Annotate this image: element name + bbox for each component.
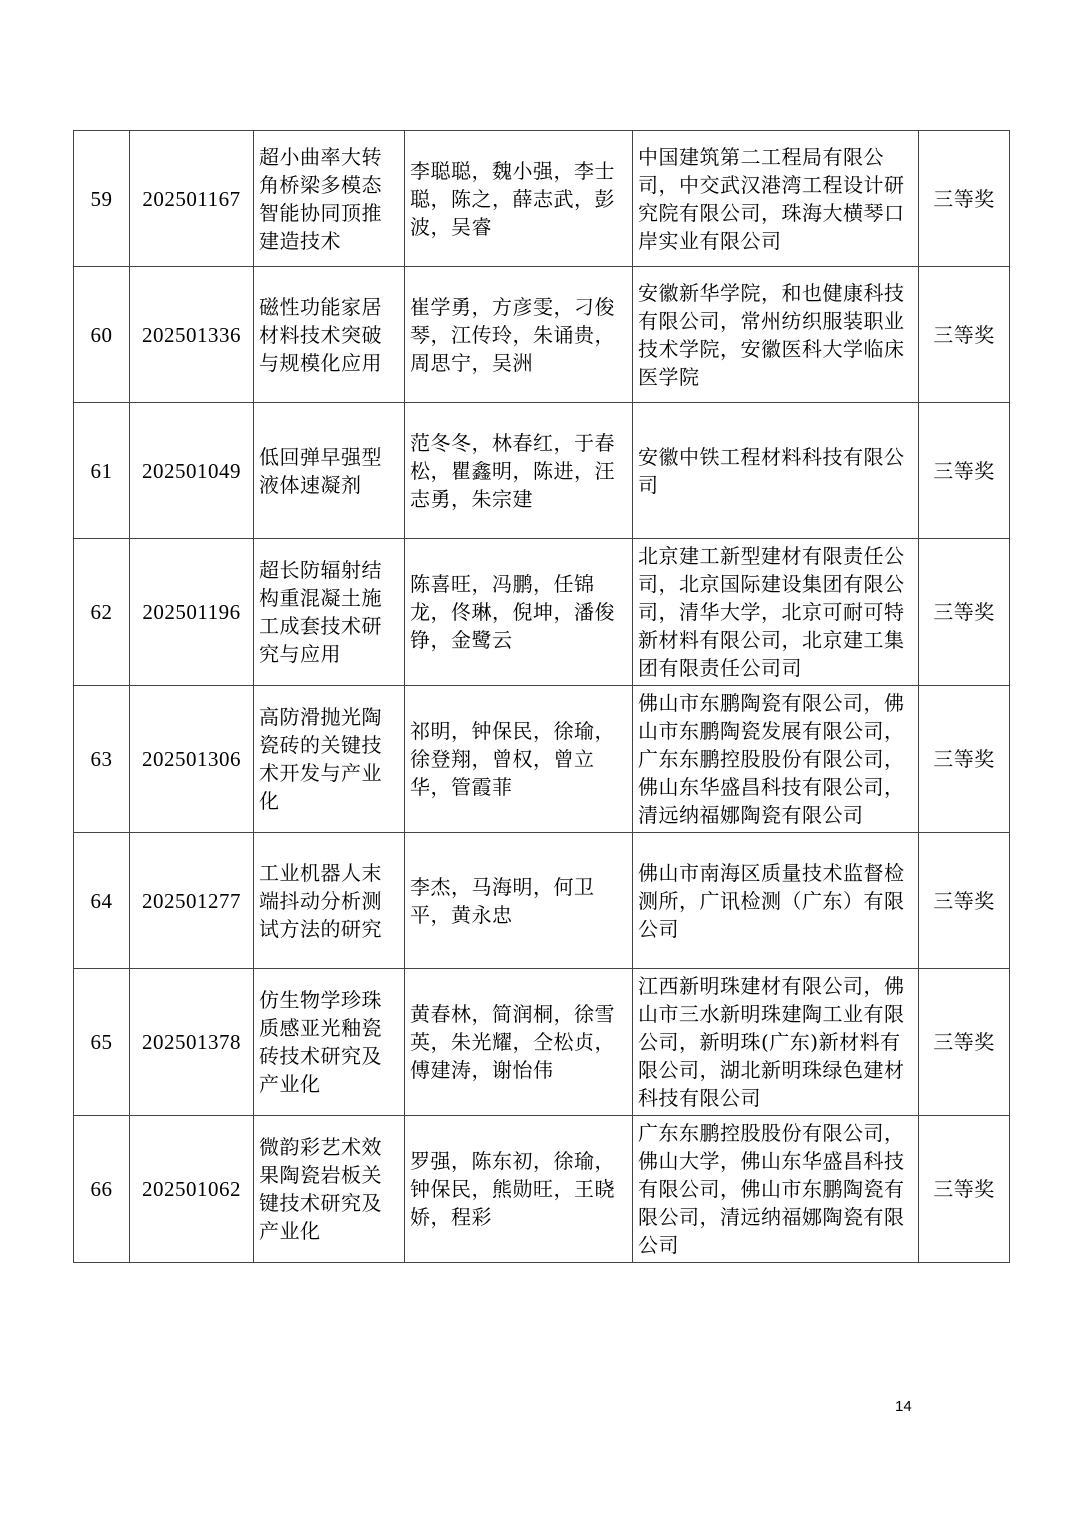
project-name: 仿生物学珍珠质感亚光釉瓷砖技术研究及产业化 (254, 969, 405, 1116)
project-name: 超长防辐射结构重混凝土施工成套技术研究与应用 (254, 539, 405, 686)
project-code: 202501062 (130, 1116, 254, 1263)
project-code: 202501336 (130, 267, 254, 403)
table-row (74, 686, 1010, 833)
row-number: 59 (74, 131, 130, 267)
award-grade: 三等奖 (919, 267, 1010, 403)
project-name: 工业机器人末端抖动分析测试方法的研究 (254, 833, 405, 969)
organizations: 广东东鹏控股股份有限公司，佛山大学，佛山东华盛昌科技有限公司，佛山市东鹏陶瓷有限公司，清远纳福娜陶瓷有限公司 (633, 1116, 919, 1263)
organizations: 中国建筑第二工程局有限公司，中交武汉港湾工程设计研究院有限公司，珠海大横琴口岸实业有限公司 (633, 131, 919, 267)
table-row (74, 267, 1010, 403)
row-number: 61 (74, 403, 130, 539)
row-number: 65 (74, 969, 130, 1116)
project-name: 超小曲率大转角桥梁多模态智能协同顶推建造技术 (254, 131, 405, 267)
table-row (74, 969, 1010, 1116)
row-number: 60 (74, 267, 130, 403)
award-grade: 三等奖 (919, 403, 1010, 539)
award-grade: 三等奖 (919, 539, 1010, 686)
contributors: 范冬冬，林春红，于春松，瞿鑫明，陈进，汪志勇，朱宗建 (405, 403, 633, 539)
project-code: 202501306 (130, 686, 254, 833)
row-number: 62 (74, 539, 130, 686)
project-name: 磁性功能家居材料技术突破与规模化应用 (254, 267, 405, 403)
row-number: 66 (74, 1116, 130, 1263)
project-code: 202501378 (130, 969, 254, 1116)
project-name: 高防滑抛光陶瓷砖的关键技术开发与产业化 (254, 686, 405, 833)
project-code: 202501277 (130, 833, 254, 969)
project-code: 202501196 (130, 539, 254, 686)
organizations: 江西新明珠建材有限公司，佛山市三水新明珠建陶工业有限公司，新明珠(广东)新材料有限公司，湖北新明珠绿色建材科技有限公司 (633, 969, 919, 1116)
contributors: 黄春林，简润桐，徐雪英，朱光耀，仝松贞，傅建涛，谢怡伟 (405, 969, 633, 1116)
contributors: 罗强，陈东初，徐瑜，钟保民，熊勋旺，王晓娇，程彩 (405, 1116, 633, 1263)
organizations: 安徽新华学院，和也健康科技有限公司，常州纺织服装职业技术学院，安徽医科大学临床医学院 (633, 267, 919, 403)
table-row (74, 833, 1010, 969)
organizations: 安徽中铁工程材料科技有限公司 (633, 403, 919, 539)
contributors: 祁明，钟保民，徐瑜，徐登翔，曾权，曾立华，管霞菲 (405, 686, 633, 833)
project-name: 微韵彩艺术效果陶瓷岩板关键技术研究及产业化 (254, 1116, 405, 1263)
project-name: 低回弹早强型液体速凝剂 (254, 403, 405, 539)
award-table (73, 130, 1010, 1263)
row-number: 63 (74, 686, 130, 833)
table-row (74, 1116, 1010, 1263)
table-row (74, 403, 1010, 539)
award-grade: 三等奖 (919, 833, 1010, 969)
row-number: 64 (74, 833, 130, 969)
contributors: 李杰，马海明，何卫平，黄永忠 (405, 833, 633, 969)
organizations: 佛山市东鹏陶瓷有限公司，佛山市东鹏陶瓷发展有限公司，广东东鹏控股股份有限公司，佛山东华盛昌科技有限公司，清远纳福娜陶瓷有限公司 (633, 686, 919, 833)
organizations: 佛山市南海区质量技术监督检测所，广讯检测（广东）有限公司 (633, 833, 919, 969)
award-grade: 三等奖 (919, 1116, 1010, 1263)
table-row (74, 539, 1010, 686)
table-row (74, 131, 1010, 267)
contributors: 李聪聪，魏小强，李士聪，陈之，薛志武，彭波，吴睿 (405, 131, 633, 267)
project-code: 202501049 (130, 403, 254, 539)
contributors: 陈喜旺，冯鹏，任锦龙，佟琳，倪坤，潘俊铮，金鹭云 (405, 539, 633, 686)
award-grade: 三等奖 (919, 686, 1010, 833)
organizations: 北京建工新型建材有限责任公司，北京国际建设集团有限公司，清华大学，北京可耐可特新材料有限公司，北京建工集团有限责任公司司 (633, 539, 919, 686)
award-grade: 三等奖 (919, 969, 1010, 1116)
award-grade: 三等奖 (919, 131, 1010, 267)
page-number: 14 (895, 1398, 912, 1415)
contributors: 崔学勇，方彦雯，刁俊琴，江传玲，朱诵贵，周思宁，吴洲 (405, 267, 633, 403)
project-code: 202501167 (130, 131, 254, 267)
